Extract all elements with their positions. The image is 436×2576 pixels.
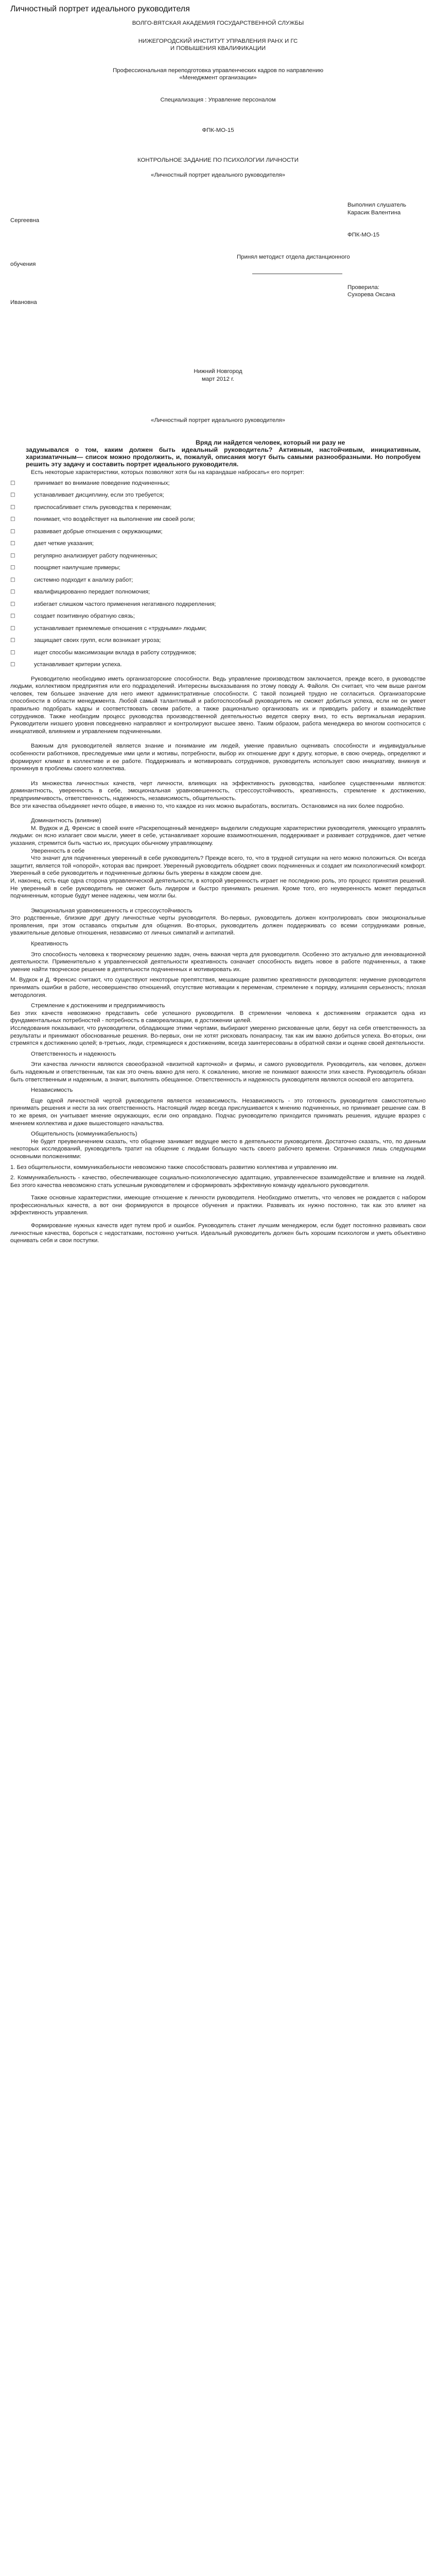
city: Нижний Новгород [194, 368, 242, 375]
performer-name-2: Сергеевна [10, 217, 40, 224]
section-creativity-title: Креативность [31, 941, 68, 947]
program-line-1: Профессиональная переподготовка управленческих кадров по направлению [112, 67, 324, 74]
qualities-list [10, 480, 426, 673]
accepted-line-2: обучения [10, 261, 36, 268]
section-responsibility-title: Ответственность и надежность [31, 1050, 116, 1057]
numbered-point-2: 2. Коммуникабельность - качество, обеспечивающее социально-психологическую адаптацию, управленческое взаимодействие и влияние на людей. Без этого качества невозможно стать успешным руководителем и сформировать эффективную команду идеального руководителя. [10, 1175, 426, 1189]
bullet-icon: □ [10, 480, 15, 486]
section-sociability-title: Общительность (коммуникабельность) [31, 1131, 137, 1138]
accepted-line-1: Принял методист отдела дистанционного [237, 253, 350, 260]
bullet-icon: □ [10, 601, 15, 607]
list-item: □ приспосабливает стиль руководства к переменам; [10, 504, 172, 511]
paragraph-sociability: Не будет преувеличением сказать, что общение занимает ведущее место в деятельности руководителя. Достаточно сказать, что, по данным некоторых исследований, руководитель тратит на общение с людьми большую часть своего рабочего времени. Ограничимся лишь следующими основными положениями: [10, 1138, 426, 1160]
paragraph-confidence: Что значит для подчиненных уверенный в себе руководитель? Прежде всего, то, что в трудной ситуации на него можно положиться. Он всегда защитит, является той «опорой», которая вас прикроет. Уверенный руководитель ободряет своих подчиненных и создает им психологический комфорт. Уверенный в себе руководитель и подчиненные должны быть уверены в каждом своем дне. [10, 855, 426, 877]
section-dominance-title: Доминантность (влияние) [31, 818, 101, 824]
section-independence-title: Независимость [31, 1087, 73, 1094]
list-item: □ избегает слишком частого применения негативного подкрепления; [10, 601, 216, 607]
list-item: □ устанавливает дисциплину, если это требуется; [10, 492, 164, 499]
program-line-2: «Менеджмент организации» [179, 75, 257, 81]
section-confidence-title: Уверенность в себе [31, 848, 85, 854]
paragraph-creativity: Это способность человека к творческому решению задач, очень важная черта для руководителя. Особенно это актуально для инновационной деятельности. Применительно к управленческой деятельности креативность означает способность видеть новое в работе подчиненных, а также умение найти творческое решение в деятельности подчиненных и мотивировать их. [10, 951, 426, 973]
list-item: □ дает четкие указания; [10, 540, 94, 547]
bullet-icon: □ [10, 662, 15, 668]
theme-repeat: «Личностный портрет идеального руководителя» [151, 417, 285, 424]
year: март 2012 г. [201, 376, 235, 382]
intro-paragraph: Есть некоторые характеристики, которых позволяют хотя бы на карандаше набросать« его портрет: [31, 469, 305, 476]
paragraph-traits: Из множества личностных качеств, черт личности, влияющих на эффективность руководства, наиболее существенными являются: доминантность, уверенность в себе, эмоциональная уравновешенность, стрессоустойчивость, креативность, стремление к достижению, предприимчивость, ответственность, надежность, независимость, общительность. [10, 780, 426, 802]
bullet-icon: □ [10, 649, 15, 655]
paragraph-balance: Это родственные, близкие друг другу личностные черты руководителя. Во-первых, руководитель должен контролировать свои эмоциональные проявления, при этом оставаясь открытым для общения. Во-вторых, руководитель должен поддерживать со всеми сотрудниками ровные, уважительные деловые отношения, независимо от личных симпатий и антипатий. [10, 915, 426, 937]
task-rest: задумывался о том, каким должен быть идеальный руководитель? Активным, настойчивым, инициативным, харизматичным— список можно продолжить, и, пожалуй, описания могут быть самыми разнообразными. Но попробуем решить эту задачу и составить портрет идеального руководителя. [26, 446, 421, 468]
checked-name-1: Сухорева Оксана [347, 292, 395, 298]
document [0, 2, 436, 1255]
list-item: □ системно подходит к анализу работ; [10, 577, 133, 583]
paragraph-dominance: М. Вудкок и Д. Френсис в своей книге «Раскрепощенный менеджер» выделили следующие характеристики руководителя, умеющего управлять людьми: он ясно излагает свои мысли, умеет в себе, устанавливает хорошие взаимоотношения, поддерживает и развивает сотрудников, дает четкие указания, стремится быть частью их, присущих обычному управляющему. [10, 825, 426, 846]
checked-name-2: Ивановна [10, 299, 37, 306]
org-line-1: ВОЛГО-ВЯТСКАЯ АКАДЕМИЯ ГОСУДАРСТВЕННОЙ СЛУЖБЫ [132, 20, 304, 26]
specialization: Специализация : Управление персоналом [160, 96, 276, 103]
list-item: □ устанавливает критерии успеха. [10, 662, 122, 668]
theme-heading: «Личностный портрет идеального руководителя» [151, 172, 285, 178]
performer-group: ФПК-МО-15 [347, 232, 380, 239]
section-balance-title: Эмоциональная уравновешенность и стрессоустойчивость [31, 907, 193, 914]
paragraph-organization: Руководителю необходимо иметь организаторские способности. Ведь управление производством заключается, прежде всего, в руководстве людьми, коллективом предприятия или его подразделений. Интересны высказывания по этому поводу А. Файоля. Он считает, что чем выше рангом человек, тем большее значение для него имеют административные способности. С такой позицией трудно не согласиться. Организаторские способности в области менеджмента. Любой самый талантливый и работоспособный руководитель не сможет добиться успеха, если не он умеет правильно подобрать кадры и соответствовать своим работе, а также рационально организовать их и приводить работу и взаимодействие сотрудников. Также необходим процесс руководства производственной деятельностью ведется сверху вниз, то есть вертикальная иерархия. Руководители низшего уровня повседневно направляют и контролируют высшее звено. Таким образом, работа менеджера во многом соотносится с инициативой, влиянием и управлением подчиненными. [10, 675, 426, 735]
paragraph-achievement: Без этих качеств невозможно представить себе успешного руководителя. В стремлении человека к достижениям отражается одна из фундаментальных потребностей - потребность в самореализации, в достижении целей. [10, 1010, 426, 1024]
bullet-icon: □ [10, 492, 15, 498]
bullet-icon: □ [10, 613, 15, 619]
list-item: □ регулярно анализирует работу подчиненных; [10, 552, 158, 559]
paragraph-summary: Также основные характеристики, имеющие отношение к личности руководителя. Необходимо отметить, что человек не рождается с набором профессиональных качеств, а вот они формируются в процессе обучения и практики. Развивать их нужно постоянно, так как это влияет на эффективность управления. [10, 1195, 426, 1216]
accepted-signature-line [10, 268, 426, 277]
org-line-3: И ПОВЫШЕНИЯ КВАЛИФИКАЦИИ [170, 45, 266, 52]
bullet-icon: □ [10, 504, 15, 510]
bullet-icon: □ [10, 516, 15, 522]
bullet-icon: □ [10, 577, 15, 583]
bullet-icon: □ [10, 589, 15, 595]
paragraph-creativity-barriers: М. Вудкок и Д. Френсис считают, что существуют некоторые препятствия, мешающие развитию креативности руководителя: неумение руководителя принимать ошибки в работе, несовершенство отношений, отсутствие мотивации к переменам, стремление к порядку, излишняя серьезность; плохая методология. [10, 977, 426, 998]
list-item: □ принимает во внимание поведение подчиненных; [10, 480, 170, 486]
list-item: □ развивает добрые отношения с окружающими; [10, 528, 163, 535]
list-item: □ поощряет наилучшие примеры; [10, 565, 120, 571]
bullet-icon: □ [10, 637, 15, 643]
paragraph-traits-summary: Все эти качества объединяет нечто общее, в именно то, что каждое из них можно выработать, воспитать. Остановимся на них более подробно. [10, 803, 405, 809]
control-task-heading: КОНТРОЛЬНОЕ ЗАДАНИЕ ПО ПСИХОЛОГИИ ЛИЧНОСТИ [137, 157, 299, 164]
bullet-icon: □ [10, 540, 15, 547]
list-item: □ защищает своих групп, если возникает угроза; [10, 637, 161, 644]
paragraph-independence: Еще одной личностной чертой руководителя является независимость. Независимость - это готовность руководителя самостоятельно принимать решения и нести за них ответственность. Настоящий лидер всегда прислушивается к мнению подчиненных, но принимает решение сам. В то же время, он учитывает мнение окружающих, если оно оправдано. Подчас руководителю приходится принимать решения, идущие вразрез с мнением коллектива и даже вышестоящего начальства. [10, 1097, 426, 1127]
paragraph-responsibility: Эти качества личности являются своеобразной «визитной карточкой» и фирмы, и самого руководителя. Руководитель, как человек, должен быть надежным и ответственным, так как это очень важно для него. К сожалению, многие не понимают важности этих качеств. Руководитель обязан быть ответственным и надежным, а значит, выполнять обещанное. Ответственность и надежность руководителя являются основой его авторитета. [10, 1061, 426, 1083]
performer-label: Выполнил слушатель [347, 202, 407, 209]
section-achievement-title: Стремление к достижениям и предприимчивость [31, 1003, 165, 1009]
numbered-point-1: 1. Без общительности, коммуникабельности невозможно также способствовать развитию коллектива и управлению им. [10, 1164, 338, 1171]
list-item: □ квалифицированно передает полномочия; [10, 589, 150, 596]
bullet-icon: □ [10, 528, 15, 534]
paragraph-conclusion: Формирование нужных качеств идет путем проб и ошибок. Руководитель станет лучшим менеджером, если будет постоянно развивать свои личностные качества, бороться с недостатками, постоянно учиться. Идеальный руководитель должен быть хорошим психологом и уметь объективно оценивать себя и свои поступки. [10, 1223, 426, 1244]
list-item: □ устанавливает приемлемые отношения с «трудными» людьми; [10, 625, 207, 632]
task-lead: Вряд ли найдется человек, который ни разу не [196, 439, 345, 447]
document-title: Личностный портрет идеального руководителя [10, 5, 190, 13]
list-item: □ создает позитивную обратную связь; [10, 613, 135, 620]
task-statement [10, 439, 426, 468]
bullet-icon: □ [10, 565, 15, 571]
bullet-icon: □ [10, 625, 15, 631]
checked-label: Проверила: [347, 284, 379, 291]
list-item: □ понимает, что воздействует на выполнение им своей роли; [10, 516, 195, 523]
org-line-2: НИЖЕГОРОДСКИЙ ИНСТИТУТ УПРАВЛЕНИЯ РАНХ И ГС [138, 38, 298, 44]
bullet-icon: □ [10, 552, 15, 558]
paragraph-achievement-research: Исследования показывают, что руководители, обладающие этими чертами, выбирают умеренно рискованные цели, берут на себя ответственность за результаты и принимают обоснованные решения. Во-первых, они не хотят рисковать понапрасну, так как им важно добиться успеха. Во-вторых, они стремятся к достижению целей; в-третьих, люди, стремящиеся к достижениям, всегда заинтересованы в обратной связи и оценке своей деятельности. [10, 1025, 426, 1047]
performer-name-1: Карасик Валентина [347, 209, 401, 216]
paragraph-confidence-decisions: И, наконец, есть еще одна сторона управленческой деятельности, в которой уверенность играет не последнюю роль, это процесс принятия решений. Не уверенный в себе руководитель не сможет быть лидером и быстро принимать решения. Кроме того, его неуверенность может передаться подчиненным, которые будут менее надежны, чем могли бы. [10, 877, 426, 900]
group-code: ФПК-МО-15 [202, 127, 234, 133]
list-item: □ ищет способы максимизации вклада в работу сотрудников; [10, 649, 197, 656]
paragraph-knowledge: Важным для руководителей является знание и понимание им людей, умение правильно оценивать способности и индивидуальные особенности работников, преследуемые ими цели и мотивы, потребности, выбор их отношение друг к другу, которые, в свою очередь, определяют и формируют климат в коллективе и ее работе. Поддерживать и мотивировать сотрудников, руководитель использует свою инициативу, вникнув и проникнув в проблемы своего коллектива. [10, 743, 426, 772]
